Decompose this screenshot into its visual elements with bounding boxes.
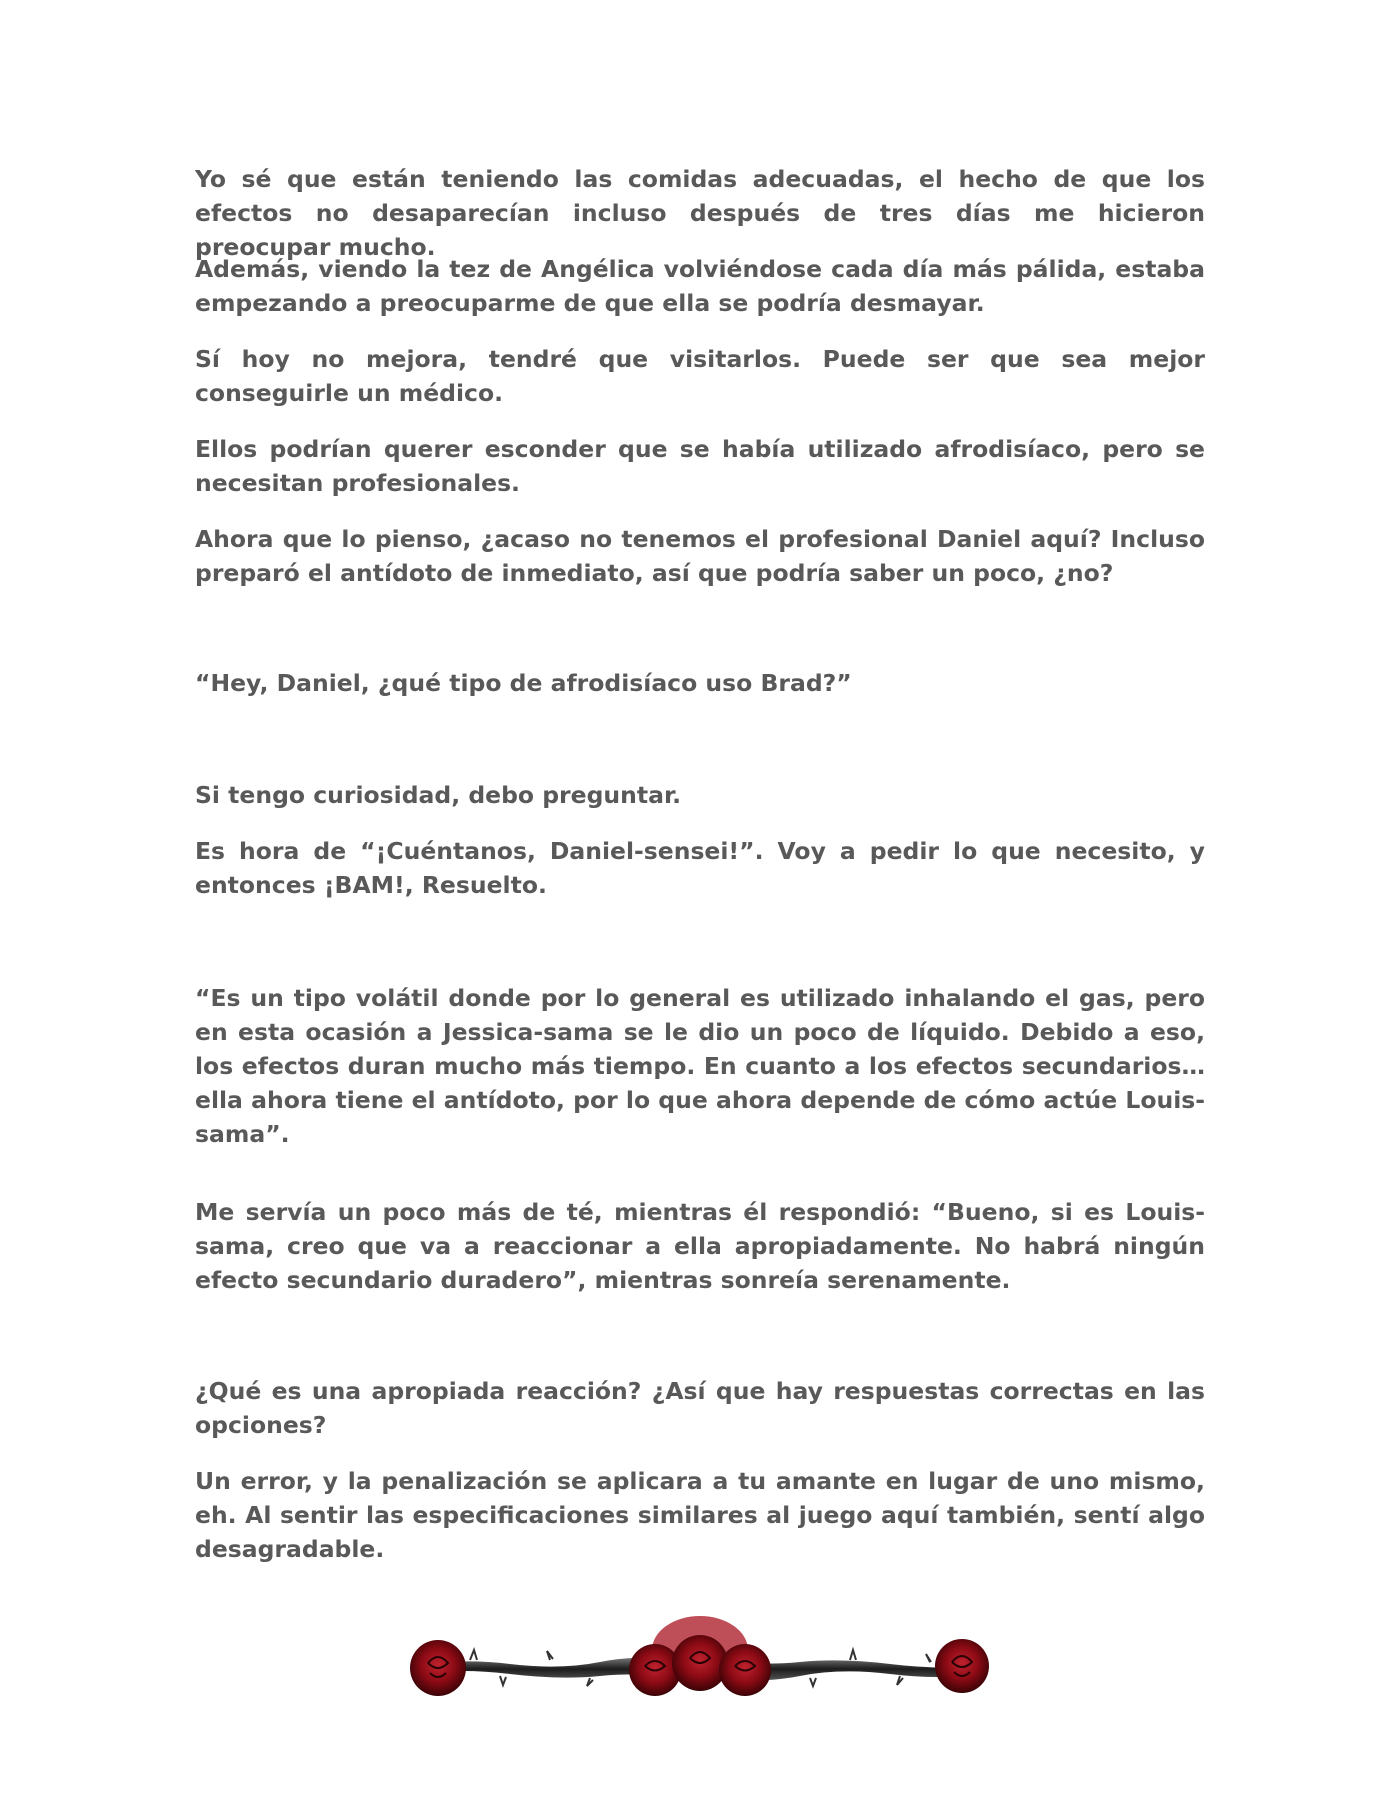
paragraph-12: Un error, y la penalización se aplicara a tu amante en lugar de uno mismo, eh. Al sentir las especificaciones similares al juego aquí también, sentí algo desagradable.: [195, 1467, 1205, 1563]
rose-left: [410, 1640, 466, 1696]
paragraph-7: Si tengo curiosidad, debo preguntar.: [195, 781, 682, 809]
paragraph-6: “Hey, Daniel, ¿qué tipo de afrodisíaco uso Brad?”: [195, 669, 852, 697]
paragraph-11: ¿Qué es una apropiada reacción? ¿Así que hay respuestas correctas en las opciones?: [195, 1377, 1205, 1439]
paragraph-1: Yo sé que están teniendo las comidas adecuadas, el hecho de que los efectos no desaparecían incluso después de tres días me hicieron preocupar mucho.: [195, 165, 1205, 261]
paragraph-5: Ahora que lo pienso, ¿acaso no tenemos el profesional Daniel aquí? Incluso preparó el antídoto de inmediato, así que podría saber un poco, ¿no?: [195, 525, 1205, 587]
paragraph-8: Es hora de “¡Cuéntanos, Daniel-sensei!”. Voy a pedir lo que necesito, y entonces ¡BAM!, Resuelto.: [195, 837, 1205, 899]
paragraph-10: Me servía un poco más de té, mientras él respondió: “Bueno, si es Louis-sama, creo que va a reaccionar a ella apropiadamente. No habrá ningún efecto secundario duradero”, mientras sonreía serenamente.: [195, 1198, 1205, 1294]
paragraph-2: Además, viendo la tez de Angélica volviéndose cada día más pálida, estaba empezando a preocuparme de que ella se podría desmayar.: [195, 255, 1205, 317]
rose-vine-divider: [400, 1608, 1000, 1718]
rose-right: [935, 1639, 989, 1693]
paragraph-9: “Es un tipo volátil donde por lo general es utilizado inhalando el gas, pero en esta ocasión a Jessica-sama se le dio un poco de líquido. Debido a eso, los efectos duran mucho más tiempo. En cuanto a los efectos secundarios… ella ahora tiene el antídoto, por lo que ahora depende de cómo actúe Louis-sama”.: [195, 984, 1205, 1148]
paragraph-4: Ellos podrían querer esconder que se había utilizado afrodisíaco, pero se necesitan profesionales.: [195, 435, 1205, 497]
rose-center-cluster: [629, 1616, 771, 1696]
paragraph-3: Sí hoy no mejora, tendré que visitarlos. Puede ser que sea mejor conseguirle un médico.: [195, 345, 1205, 407]
